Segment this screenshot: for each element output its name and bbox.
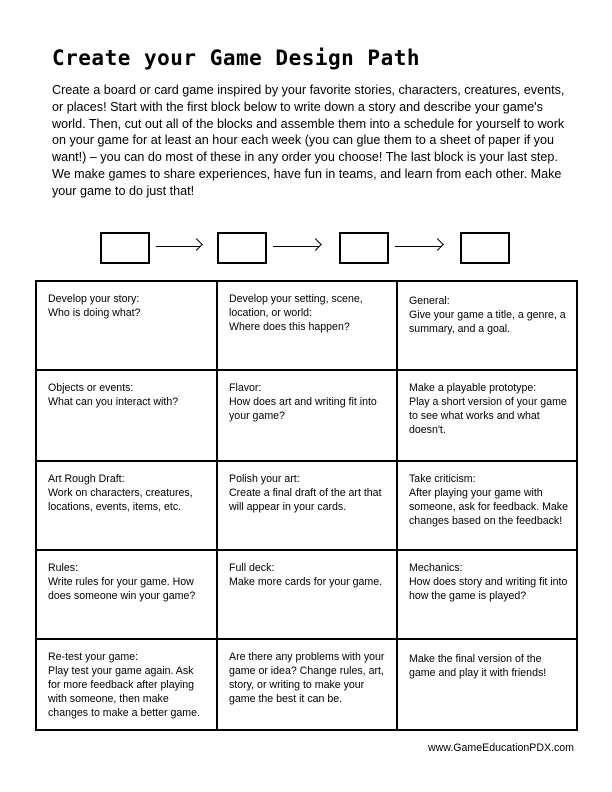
block-cell <box>218 551 398 640</box>
website-footer: www.GameEducationPDX.com <box>427 742 574 754</box>
block-heading: Full deck: <box>229 562 275 574</box>
block-heading: Make a playable prototype: <box>409 382 537 394</box>
block-heading: Flavor: <box>229 382 262 394</box>
blocks-grid <box>35 280 578 731</box>
block-body: How does story and writing fit into how the game is played? <box>409 576 568 602</box>
block-cell <box>398 371 576 462</box>
block-heading: General: <box>409 295 450 307</box>
block-cell <box>218 371 398 462</box>
block-cell <box>37 551 218 640</box>
path-arrow-head <box>431 238 444 251</box>
block-heading: Develop your story: <box>48 293 140 305</box>
block-body: What can you interact with? <box>48 396 179 408</box>
block-heading: Develop your setting, scene, location, or world: <box>229 293 363 319</box>
block-cell <box>37 640 218 729</box>
block-cell <box>398 640 576 729</box>
block-body: Give your game a title, a genre, a summary, and a goal. <box>409 309 566 335</box>
block-cell <box>218 640 398 729</box>
block-body: Create a final draft of the art that will appear in your cards. <box>229 487 382 513</box>
path-box <box>217 232 267 264</box>
intro-text <box>52 82 572 200</box>
block-body: Where does this happen? <box>229 321 350 333</box>
block-heading: Mechanics: <box>409 562 463 574</box>
block-heading: Rules: <box>48 562 79 574</box>
block-cell <box>37 282 218 371</box>
block-body: Who is doing what? <box>48 307 141 319</box>
block-body: Make the final version of the game and play it with friends! <box>409 653 547 679</box>
block-cell <box>398 282 576 371</box>
block-body: Play test your game again. Ask for more feedback after playing with someone, then make changes to make a better game. <box>48 665 200 719</box>
page-title: Create your Game Design Path <box>52 46 421 70</box>
block-heading: Art Rough Draft: <box>48 473 125 485</box>
block-heading: Objects or events: <box>48 382 134 394</box>
block-body: Work on characters, creatures, locations, events, items, etc. <box>48 487 193 513</box>
path-box <box>460 232 510 264</box>
block-cell <box>37 371 218 462</box>
block-cell <box>398 551 576 640</box>
path-diagram <box>100 232 510 266</box>
block-cell <box>37 462 218 551</box>
block-body: How does art and writing fit into your game? <box>229 396 377 422</box>
block-heading: Are there any problems with your game or idea? Change rules, art, story, or writing to make your game the best it can be. <box>229 651 385 705</box>
block-body: Play a short version of your game to see what works and what doesn't. <box>409 396 567 436</box>
intro-paragraph: We make games to share experiences, have fun in teams, and learn from each other. Make your game to do just that! <box>52 166 562 198</box>
block-heading: Take criticism: <box>409 473 476 485</box>
block-cell <box>218 462 398 551</box>
block-heading: Re-test your game: <box>48 651 139 663</box>
block-heading: Polish your art: <box>229 473 300 485</box>
intro-paragraph: Create a board or card game inspired by your favorite stories, characters, creatures, events, or places! Start with the first block below to write down a story and describe your game's world. Then, cut out all of the blocks and assemble them into a schedule for yourself to work on your game for at least an hour each week (you can glue them to a sheet of paper if you want!) – you can do most of these in any order you choose! The last block is your last step. <box>52 83 565 165</box>
block-cell <box>398 462 576 551</box>
path-arrow-head <box>190 238 203 251</box>
block-cell <box>218 282 398 371</box>
block-body: After playing your game with someone, ask for feedback. Make changes based on the feedback! <box>409 487 568 527</box>
path-arrow-head <box>309 238 322 251</box>
block-body: Write rules for your game. How does someone win your game? <box>48 576 196 602</box>
path-box <box>339 232 389 264</box>
block-body: Make more cards for your game. <box>229 576 383 588</box>
path-box <box>100 232 150 264</box>
